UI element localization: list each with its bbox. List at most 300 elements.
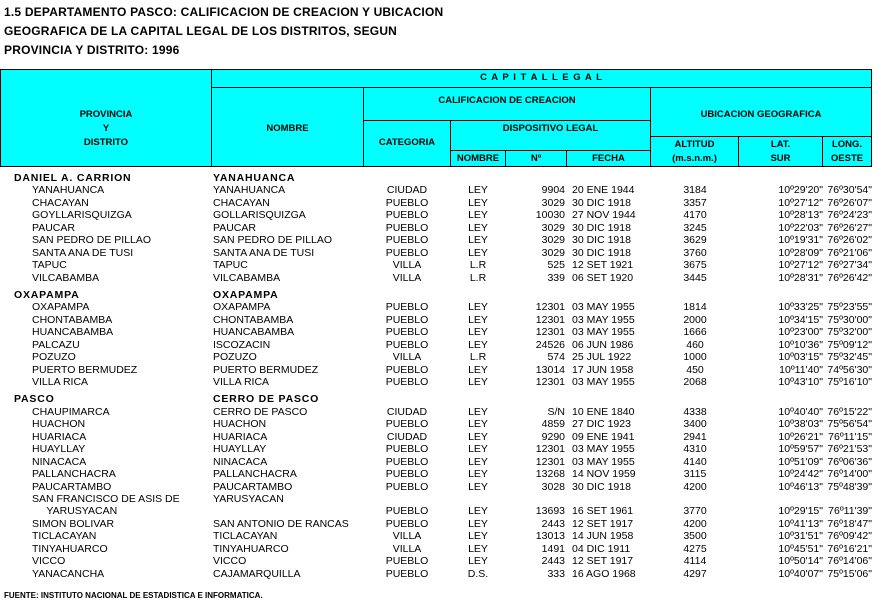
latitude: 10º29'15" — [778, 505, 823, 518]
district-name: TICLACAYAN — [32, 530, 97, 543]
date: 10 ENE 1840 — [572, 405, 635, 418]
capital-name: OXAPAMPA — [213, 301, 271, 314]
province-name: DANIEL A. CARRION — [14, 172, 132, 184]
device-number: 13693 — [535, 505, 565, 518]
device-number: 13268 — [535, 468, 565, 481]
device-name: LEY — [468, 430, 488, 443]
altitude: 2068 — [683, 376, 707, 388]
device-number: 2443 — [541, 555, 565, 568]
altitude: 450 — [686, 363, 704, 376]
altitude: 3357 — [683, 196, 707, 209]
capital-name: CHACAYAN — [213, 196, 270, 209]
capital-name: CAJAMARQUILLA — [213, 567, 301, 580]
category: PUEBLO — [385, 480, 429, 493]
altitude: 3445 — [683, 271, 707, 284]
date: 03 MAY 1955 — [572, 443, 635, 456]
date: 03 MAY 1955 — [572, 455, 635, 468]
longitude: 75º56'54" — [827, 418, 872, 431]
capital-name: GOLLARISQUIZGA — [213, 209, 306, 222]
device-name: LEY — [468, 338, 488, 351]
latitude: 10º10'36" — [778, 338, 823, 351]
table-row — [0, 530, 873, 542]
report-subtitle-2: PROVINCIA Y DISTRITO: 1996 — [4, 43, 180, 57]
district-name: VILLA RICA — [32, 376, 89, 388]
table-row — [0, 234, 873, 246]
device-name: LEY — [468, 301, 488, 314]
capital-name: SAN ANTONIO DE RANCAS — [213, 517, 349, 530]
category: PUEBLO — [385, 363, 429, 376]
device-name: LEY — [468, 405, 488, 418]
date: 04 DIC 1911 — [572, 542, 631, 555]
date: 27 NOV 1944 — [572, 209, 636, 222]
device-name: L.R — [469, 271, 487, 284]
longitude: 76º06'36" — [827, 455, 872, 468]
latitude: 10º19'31" — [778, 234, 823, 247]
date: 30 DIC 1918 — [572, 221, 631, 234]
category: PUEBLO — [385, 443, 429, 456]
latitude: 10º28'09" — [778, 246, 823, 259]
device-name: D.S. — [467, 567, 489, 580]
device-name: LEY — [468, 530, 488, 543]
date: 30 DIC 1918 — [572, 246, 631, 259]
district-name: CHAUPIMARCA — [32, 405, 110, 418]
longitude: 76º18'47" — [827, 517, 872, 530]
longitude: 76º14'06" — [827, 555, 872, 568]
latitude: 10º11'40" — [779, 363, 823, 376]
province-row — [0, 172, 873, 184]
category: PUEBLO — [385, 517, 429, 530]
latitude: 10º27'12" — [778, 196, 823, 209]
district-name: VILCABAMBA — [32, 271, 100, 284]
table-row — [0, 493, 873, 505]
district-name: HUARIACA — [32, 430, 87, 443]
device-name: LEY — [468, 326, 488, 339]
province-name: OXAPAMPA — [14, 288, 80, 301]
table-header — [0, 69, 872, 167]
district-name: YANACANCHA — [32, 567, 105, 580]
device-name: LEY — [468, 221, 488, 234]
category: PUEBLO — [385, 567, 429, 580]
capital-name: HUACHON — [213, 418, 267, 431]
date: 06 SET 1920 — [572, 271, 634, 284]
latitude: 10º40'07" — [778, 567, 823, 580]
capital-name: SANTA ANA DE TUSI — [213, 246, 315, 259]
longitude: 76º11'39" — [828, 505, 872, 518]
device-number: 2443 — [541, 517, 565, 530]
report-subtitle: GEOGRAFICA DE LA CAPITAL LEGAL DE LOS DISTRITOS, SEGUN — [4, 24, 398, 38]
header-nombre: NOMBRE — [266, 123, 309, 134]
province-name: PASCO — [14, 393, 55, 406]
date: 30 DIC 1918 — [572, 234, 631, 247]
table-row — [0, 431, 873, 443]
district-name: OXAPAMPA — [32, 301, 90, 314]
district-name: VICCO — [32, 555, 66, 568]
table-row — [0, 247, 873, 259]
district-name: CHACAYAN — [32, 196, 89, 209]
date: 17 JUN 1958 — [572, 363, 634, 376]
report-title: 1.5 DEPARTAMENTO PASCO: CALIFICACION DE CREACION Y UBICACION — [4, 5, 444, 19]
capital-name: YANAHUANCA — [213, 184, 286, 197]
date: 06 JUN 1986 — [572, 338, 634, 351]
altitude: 4297 — [683, 567, 707, 580]
header-msnm: (m.s.n.m.) — [672, 153, 717, 164]
capital-name: SAN PEDRO DE PILLAO — [213, 234, 333, 247]
category: VILLA — [392, 351, 422, 364]
device-name: LEY — [468, 443, 488, 456]
device-number: 12301 — [535, 443, 565, 456]
latitude: 10º28'31" — [778, 271, 823, 284]
altitude: 4338 — [683, 405, 707, 418]
altitude: 3629 — [683, 234, 707, 247]
date: 25 JUL 1922 — [572, 351, 632, 364]
date: 30 DIC 1918 — [572, 196, 631, 209]
header-capital-legal: C A P I T A L L E G A L — [480, 72, 603, 83]
altitude: 2941 — [683, 430, 707, 443]
capital-name: HUANCABAMBA — [213, 326, 295, 339]
device-number: 1491 — [541, 542, 565, 555]
device-number: 12301 — [535, 313, 565, 326]
latitude: 10º27'12" — [778, 259, 823, 272]
capital-name: HUAYLLAY — [213, 443, 267, 456]
district-name: YARUSYACAN — [32, 505, 118, 518]
table-row — [0, 543, 873, 555]
latitude: 10º51'09" — [778, 455, 823, 468]
longitude: 75º32'00" — [827, 326, 872, 339]
header-oeste: OESTE — [830, 153, 864, 164]
device-name: LEY — [468, 209, 488, 222]
latitude: 10º34'15" — [778, 313, 823, 326]
district-name: PAUCAR — [32, 221, 75, 234]
latitude: 10º31'51" — [778, 530, 823, 543]
capital-name: POZUZO — [213, 351, 257, 364]
altitude: 3770 — [683, 505, 707, 518]
category: CIUDAD — [386, 430, 428, 443]
category: CIUDAD — [386, 184, 428, 197]
latitude: 10º29'20" — [778, 184, 823, 197]
latitude: 10º41'13" — [778, 517, 823, 530]
district-name: PALCAZU — [32, 338, 80, 351]
district-name: YANAHUANCA — [32, 184, 105, 197]
header-calificacion: CALIFICACION DE CREACION — [438, 95, 576, 106]
district-name: HUAYLLAY — [32, 443, 86, 456]
altitude: 3500 — [683, 530, 707, 543]
altitude: 3115 — [683, 468, 707, 481]
district-name: HUANCABAMBA — [32, 326, 114, 339]
device-number: 574 — [547, 351, 565, 364]
latitude: 10º45'51" — [778, 542, 823, 555]
latitude: 10º59'57" — [778, 443, 823, 456]
device-number: 339 — [547, 271, 565, 284]
altitude: 3760 — [683, 246, 707, 259]
device-number: 3029 — [541, 234, 565, 247]
device-number: 24526 — [535, 338, 565, 351]
latitude: 10º46'13" — [778, 480, 823, 493]
device-number: 9290 — [541, 430, 565, 443]
header-dispositivo: DISPOSITIVO LEGAL — [502, 123, 599, 134]
device-name: LEY — [468, 363, 488, 376]
category: PUEBLO — [385, 196, 429, 209]
capital-name: CERRO DE PASCO — [213, 393, 320, 406]
table-row — [0, 339, 873, 351]
device-number: 4859 — [541, 418, 565, 431]
category: PUEBLO — [385, 209, 429, 222]
device-name: LEY — [468, 376, 488, 388]
capital-name: VILLA RICA — [213, 376, 270, 388]
capital-name: OXAPAMPA — [213, 288, 279, 301]
category: PUEBLO — [385, 234, 429, 247]
device-number: 3029 — [541, 196, 565, 209]
date: 03 MAY 1955 — [572, 301, 635, 314]
device-name: LEY — [468, 468, 488, 481]
header-provincia: PROVINCIA — [79, 109, 133, 120]
table-row — [0, 301, 873, 313]
device-name: LEY — [468, 555, 488, 568]
longitude: 75º15'06" — [827, 567, 872, 580]
date: 12 SET 1921 — [572, 259, 634, 272]
category: PUEBLO — [385, 468, 429, 481]
date: 30 DIC 1918 — [572, 480, 631, 493]
latitude: 10º50'14" — [778, 555, 823, 568]
table-row — [0, 376, 873, 388]
device-number: 10030 — [535, 209, 565, 222]
district-name: TAPUC — [32, 259, 67, 272]
category: PUEBLO — [385, 246, 429, 259]
capital-name: PAUCARTAMBO — [213, 480, 293, 493]
district-name: PUERTO BERMUDEZ — [32, 363, 138, 376]
longitude: 76º26'07" — [827, 196, 872, 209]
longitude: 76º26'02" — [827, 234, 872, 247]
category: CIUDAD — [386, 405, 428, 418]
capital-name: TAPUC — [213, 259, 248, 272]
header-numero: Nº — [530, 153, 542, 164]
table-row — [0, 456, 873, 468]
altitude: 3400 — [683, 418, 707, 431]
capital-name: CERRO DE PASCO — [213, 405, 308, 418]
latitude: 10º40'40" — [778, 405, 823, 418]
longitude: 76º26'42" — [827, 271, 872, 284]
district-name: SIMON BOLIVAR — [32, 517, 115, 530]
device-name: LEY — [468, 313, 488, 326]
table-row — [0, 184, 873, 196]
capital-name: TINYAHUARCO — [213, 542, 289, 555]
capital-name: PAUCAR — [213, 221, 256, 234]
latitude: 10º33'25" — [778, 301, 823, 314]
altitude: 4200 — [683, 480, 707, 493]
altitude: 4140 — [683, 455, 707, 468]
header-lat: LAT. — [770, 139, 791, 150]
altitude: 4114 — [683, 555, 707, 568]
capital-name: TICLACAYAN — [213, 530, 278, 543]
district-name: PAUCARTAMBO — [32, 480, 112, 493]
longitude: 75º30'00" — [827, 313, 872, 326]
header-sur: SUR — [770, 153, 791, 164]
capital-name: VILCABAMBA — [213, 271, 281, 284]
date: 09 ENE 1941 — [572, 430, 635, 443]
longitude: 75º48'39" — [827, 480, 872, 493]
capital-name: CHONTABAMBA — [213, 313, 294, 326]
device-number: S/N — [547, 405, 565, 418]
longitude: 76º16'21" — [827, 542, 872, 555]
altitude: 4170 — [683, 209, 707, 222]
category: VILLA — [392, 530, 422, 543]
device-number: 12301 — [535, 326, 565, 339]
category: VILLA — [392, 271, 422, 284]
district-name: GOYLLARISQUIZGA — [32, 209, 132, 222]
category: PUEBLO — [385, 505, 429, 518]
table-row — [0, 364, 873, 376]
latitude: 10º03'15" — [778, 351, 823, 364]
header-categoria: CATEGORIA — [378, 137, 436, 148]
district-name: SAN FRANCISCO DE ASIS DE — [32, 492, 180, 505]
table-body — [0, 172, 873, 580]
device-number: 12301 — [535, 376, 565, 388]
category: PUEBLO — [385, 555, 429, 568]
category: PUEBLO — [385, 338, 429, 351]
latitude: 10º28'13" — [778, 209, 823, 222]
capital-name: PUERTO BERMUDEZ — [213, 363, 319, 376]
table-row — [0, 259, 873, 271]
date: 14 JUN 1958 — [572, 530, 634, 543]
longitude: 76º15'22" — [827, 405, 872, 418]
longitude: 76º21'06" — [827, 246, 872, 259]
device-number: 12301 — [535, 301, 565, 314]
district-name: POZUZO — [32, 351, 76, 364]
district-name: HUACHON — [32, 418, 86, 431]
table-row — [0, 468, 873, 480]
date: 16 AGO 1968 — [572, 567, 636, 580]
date: 03 MAY 1955 — [572, 376, 635, 388]
capital-name: ISCOZACIN — [213, 338, 271, 351]
date: 12 SET 1917 — [572, 517, 634, 530]
header-disp-nombre: NOMBRE — [456, 153, 500, 164]
province-row — [0, 393, 873, 405]
district-name: PALLANCHACRA — [32, 468, 116, 481]
altitude: 460 — [686, 338, 704, 351]
table-row — [0, 481, 873, 493]
capital-name: HUARIACA — [213, 430, 268, 443]
device-number: 525 — [547, 259, 565, 272]
device-number: 12301 — [535, 455, 565, 468]
longitude: 76º24'23" — [827, 209, 872, 222]
category: PUEBLO — [385, 455, 429, 468]
category: PUEBLO — [385, 301, 429, 314]
latitude: 10º22'03" — [778, 221, 823, 234]
district-name: SAN PEDRO DE PILLAO — [32, 234, 152, 247]
date: 27 DIC 1923 — [572, 418, 631, 431]
longitude: 75º16'10" — [827, 376, 872, 388]
header-y: Y — [102, 123, 110, 134]
device-number: 3029 — [541, 221, 565, 234]
longitude: 75º09'12" — [827, 338, 872, 351]
capital-name: PALLANCHACRA — [213, 468, 297, 481]
source-note: FUENTE: INSTITUTO NACIONAL DE ESTADISTICA E INFORMATICA. — [4, 591, 263, 600]
latitude: 10º38'03" — [778, 418, 823, 431]
device-number: 333 — [547, 567, 565, 580]
altitude: 3184 — [683, 184, 707, 197]
district-name: SANTA ANA DE TUSI — [32, 246, 134, 259]
capital-name: NINACACA — [213, 455, 268, 468]
category: PUEBLO — [385, 313, 429, 326]
latitude: 10º24'42" — [778, 468, 823, 481]
longitude: 74º56'30" — [827, 363, 872, 376]
date: 03 MAY 1955 — [572, 326, 635, 339]
altitude: 4310 — [683, 443, 707, 456]
altitude: 4275 — [683, 542, 707, 555]
capital-name: YANAHUANCA — [213, 172, 296, 184]
capital-name: YARUSYACAN — [213, 492, 284, 505]
altitude: 1814 — [683, 301, 707, 314]
header-ubicacion: UBICACION GEOGRAFICA — [700, 109, 822, 120]
longitude: 76º21'53" — [827, 443, 872, 456]
device-name: L.R — [469, 259, 487, 272]
province-row — [0, 289, 873, 301]
district-name: CHONTABAMBA — [32, 313, 113, 326]
longitude: 76º30'54" — [827, 184, 872, 197]
table-row — [0, 406, 873, 418]
district-name: NINACACA — [32, 455, 87, 468]
category: VILLA — [392, 542, 422, 555]
longitude: 76º11'15" — [828, 430, 872, 443]
table-row — [0, 568, 873, 580]
category: PUEBLO — [385, 326, 429, 339]
date: 03 MAY 1955 — [572, 313, 635, 326]
date: 20 ENE 1944 — [572, 184, 635, 197]
table-row — [0, 505, 873, 517]
table-row — [0, 351, 873, 363]
longitude: 75º23'55" — [827, 301, 872, 314]
category: PUEBLO — [385, 376, 429, 388]
longitude: 76º14'00" — [827, 468, 872, 481]
district-name: TINYAHUARCO — [32, 542, 108, 555]
altitude: 2000 — [683, 313, 707, 326]
device-name: LEY — [468, 542, 488, 555]
longitude: 76º27'34" — [827, 259, 872, 272]
header-fecha: FECHA — [592, 153, 625, 164]
device-name: LEY — [468, 234, 488, 247]
table-row — [0, 418, 873, 430]
longitude: 75º32'45" — [827, 351, 872, 364]
header-long: LONG. — [831, 139, 863, 150]
date: 16 SET 1961 — [572, 505, 634, 518]
table-row — [0, 272, 873, 284]
table-row — [0, 197, 873, 209]
latitude: 10º43'10" — [778, 376, 823, 388]
altitude: 3675 — [683, 259, 707, 272]
device-number: 3028 — [541, 480, 565, 493]
device-number: 9904 — [541, 184, 565, 197]
capital-name: VICCO — [213, 555, 247, 568]
table-row — [0, 555, 873, 567]
device-name: LEY — [468, 505, 488, 518]
device-name: LEY — [468, 196, 488, 209]
longitude: 76º26'27" — [827, 221, 872, 234]
altitude: 1000 — [683, 351, 707, 364]
device-name: LEY — [468, 455, 488, 468]
altitude: 3245 — [683, 221, 707, 234]
device-name: LEY — [468, 184, 488, 197]
device-name: LEY — [468, 418, 488, 431]
date: 12 SET 1917 — [572, 555, 634, 568]
device-name: LEY — [468, 246, 488, 259]
table-row — [0, 443, 873, 455]
header-altitud: ALTITUD — [674, 139, 715, 150]
table-row — [0, 518, 873, 530]
longitude: 76º09'42" — [827, 530, 872, 543]
device-name: LEY — [468, 480, 488, 493]
table-row — [0, 222, 873, 234]
table-row — [0, 314, 873, 326]
category: PUEBLO — [385, 418, 429, 431]
